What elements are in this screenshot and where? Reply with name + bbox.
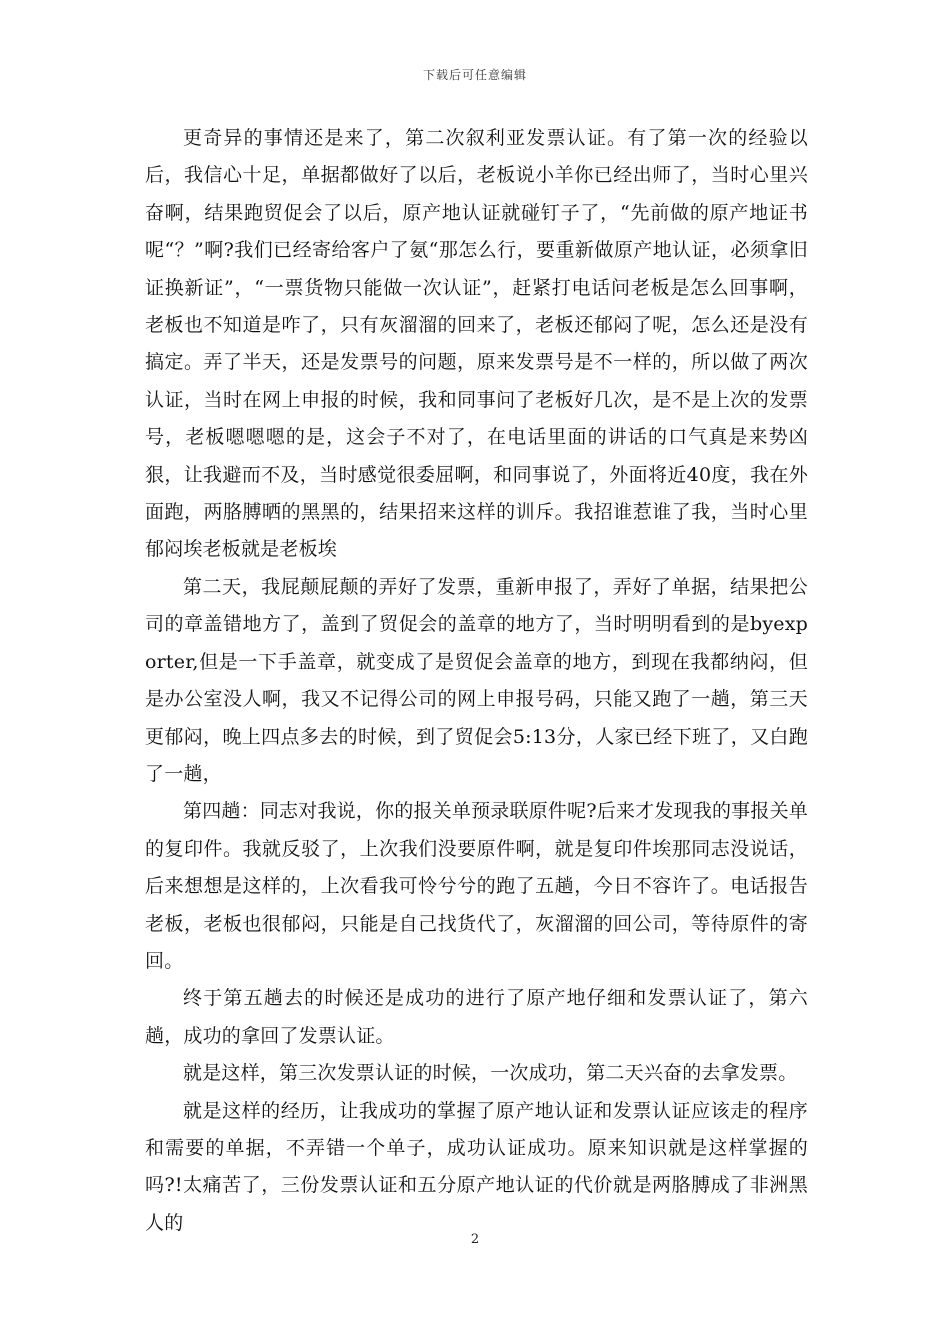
paragraph: 第二天，我屁颠屁颠的弄好了发票，重新申报了，弄好了单据，结果把公司的章盖错地方了，盖到了贸促会的盖章的地方了，当时明明看到的是byexporter,但是一下手盖章，就变成了是贸促会盖章的地方，到现在我都纳闷，但是办公室没人啊，我又不记得公司的网上申报号码，只能又跑了一趟，第三天更郁闷，晚上四点多去的时候，到了贸促会5:13分，人家已经下班了，又白跑了一趟， bbox=[145, 575, 808, 785]
paragraph: 终于第五趟去的时候还是成功的进行了原产地仔细和发票认证了，第六趟，成功的拿回了发票认证。 bbox=[145, 987, 808, 1047]
document-body bbox=[145, 120, 808, 1242]
paragraph: 就是这样的经历，让我成功的掌握了原产地认证和发票认证应该走的程序和需要的单据，不弄错一个单子，成功认证成功。原来知识就是这样掌握的吗?!太痛苦了，三份发票认证和五分原产地认证的代价就是两胳膊成了非洲黑人的 bbox=[145, 1099, 808, 1234]
page-number: 2 bbox=[470, 1232, 480, 1247]
paragraph: 就是这样，第三次发票认证的时候，一次成功，第二天兴奋的去拿发票。 bbox=[183, 1062, 798, 1085]
paragraph: 更奇异的事情还是来了，第二次叙利亚发票认证。有了第一次的经验以后，我信心十足，单据都做好了以后，老板说小羊你已经出师了，当时心里兴奋啊，结果跑贸促会了以后，原产地认证就碰钉子了，“先前做的原产地证书呢“？”啊?我们已经寄给客户了氨“那怎么行，要重新做原产地认证，必须拿旧证换新证”，“一票货物只能做一次认证”，赶紧打电话问老板是怎么回事啊，老板也不知道是咋了，只有灰溜溜的回来了，老板还郁闷了呢，怎么还是没有搞定。弄了半天，还是发票号的问题，原来发票号是不一样的，所以做了两次认证，当时在网上申报的时候，我和同事问了老板好几次，是不是上次的发票号，老板嗯嗯嗯的是，这会子不对了，在电话里面的讲话的口气真是来势凶狠，让我避而不及，当时感觉很委屈啊，和同事说了，外面将近40度，我在外面跑，两胳膊晒的黑黑的，结果招来这样的训斥。我招谁惹谁了我，当时心里郁闷埃老板就是老板埃 bbox=[145, 127, 808, 561]
page-header: 下载后可任意编辑 bbox=[422, 68, 527, 82]
paragraph: 第四趟：同志对我说，你的报关单预录联原件呢?后来才发现我的事报关单的复印件。我就反驳了，上次我们没要原件啊，就是复印件埃那同志没说话，后来想想是这样的，上次看我可怜兮兮的跑了五趟，今日不容许了。电话报告老板，老板也很郁闷，只能是自己找货代了，灰溜溜的回公司，等待原件的寄回。 bbox=[145, 800, 808, 972]
